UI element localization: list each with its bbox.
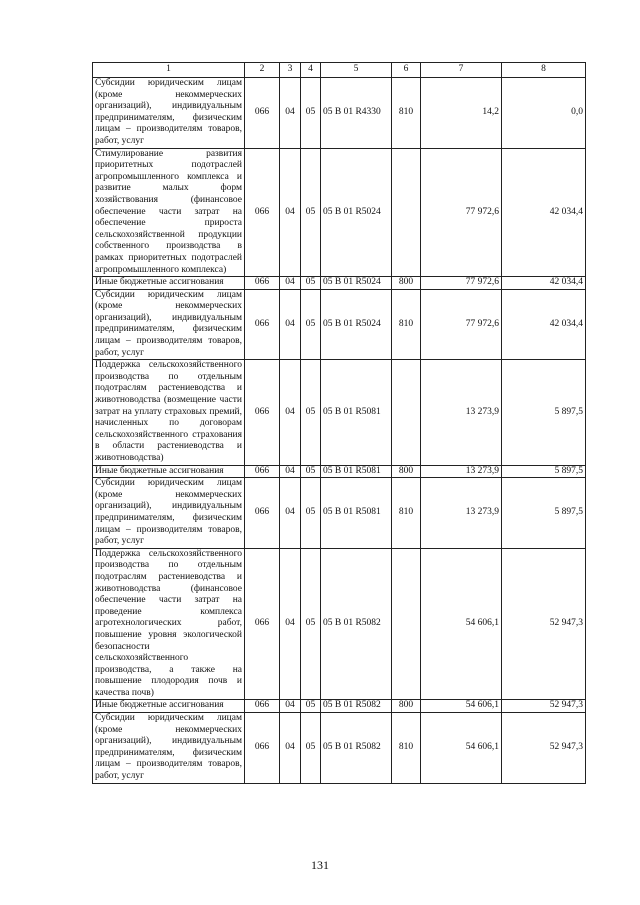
table-row [93, 78, 586, 149]
row-sum-actual: 5 897,5 [502, 465, 586, 478]
row-section: 04 [280, 713, 301, 784]
row-admin-code: 066 [245, 478, 280, 549]
row-sum-plan: 77 972,6 [421, 148, 502, 277]
row-subsection: 05 [301, 478, 321, 549]
row-expense-type: 800 [392, 700, 421, 713]
row-admin-code: 066 [245, 78, 280, 149]
table-row [93, 148, 586, 277]
row-name: Поддержка сельскохозяйственного производства по отдельным подотраслям растениеводства и животноводства (финансовое обеспечение части затрат на проведение комплекса агротехнологических работ, повышение уровня экологической безопасности сельскохозяйственного производства, а также на повышение плодородия почв и качества почв) [93, 548, 245, 700]
row-target-article: 05 В 01 R5082 [321, 548, 392, 700]
col-header: 1 [93, 63, 245, 78]
row-sum-actual: 52 947,3 [502, 713, 586, 784]
row-target-article: 05 В 01 R5081 [321, 360, 392, 465]
row-subsection: 05 [301, 548, 321, 700]
row-target-article: 05 В 01 R5024 [321, 277, 392, 290]
row-subsection: 05 [301, 78, 321, 149]
row-expense-type: 810 [392, 289, 421, 360]
table-row [93, 700, 586, 713]
row-subsection: 05 [301, 465, 321, 478]
row-name: Субсидии юридическим лицам (кроме некоммерческих организаций), индивидуальным предпринимателям, физическим лицам – производителям товаров, работ, услуг [93, 478, 245, 549]
row-expense-type: 800 [392, 277, 421, 290]
row-expense-type: 810 [392, 478, 421, 549]
row-subsection: 05 [301, 148, 321, 277]
row-sum-actual: 42 034,4 [502, 277, 586, 290]
row-expense-type: 810 [392, 713, 421, 784]
col-header: 5 [321, 63, 392, 78]
row-sum-actual: 42 034,4 [502, 289, 586, 360]
row-sum-plan: 13 273,9 [421, 465, 502, 478]
row-expense-type [392, 148, 421, 277]
budget-table [92, 62, 586, 784]
row-target-article: 05 В 01 R5024 [321, 148, 392, 277]
row-sum-plan: 54 606,1 [421, 713, 502, 784]
table-row [93, 465, 586, 478]
row-admin-code: 066 [245, 277, 280, 290]
row-admin-code: 066 [245, 148, 280, 277]
row-name: Субсидии юридическим лицам (кроме некоммерческих организаций), индивидуальным предпринимателям, физическим лицам – производителям товаров, работ, услуг [93, 78, 245, 149]
row-admin-code: 066 [245, 360, 280, 465]
table-row [93, 713, 586, 784]
row-sum-actual: 0,0 [502, 78, 586, 149]
table-row [93, 289, 586, 360]
row-sum-plan: 54 606,1 [421, 700, 502, 713]
row-section: 04 [280, 277, 301, 290]
row-sum-plan: 13 273,9 [421, 360, 502, 465]
table-row [93, 548, 586, 700]
row-name: Иные бюджетные ассигнования [93, 465, 245, 478]
table-row [93, 360, 586, 465]
col-header: 7 [421, 63, 502, 78]
row-target-article: 05 В 01 R5081 [321, 465, 392, 478]
row-sum-actual: 5 897,5 [502, 478, 586, 549]
row-section: 04 [280, 289, 301, 360]
table-row [93, 478, 586, 549]
row-section: 04 [280, 548, 301, 700]
row-section: 04 [280, 78, 301, 149]
row-sum-plan: 77 972,6 [421, 277, 502, 290]
row-section: 04 [280, 360, 301, 465]
row-name: Иные бюджетные ассигнования [93, 700, 245, 713]
row-name: Стимулирование развития приоритетных подотраслей агропромышленного комплекса и развитие малых форм хозяйствования (финансовое обеспечение части затрат на обеспечение прироста сельскохозяйственной продукции собственного производства в рамках приоритетных подотраслей агропромышленного комплекса) [93, 148, 245, 277]
row-subsection: 05 [301, 713, 321, 784]
row-admin-code: 066 [245, 289, 280, 360]
row-sum-plan: 13 273,9 [421, 478, 502, 549]
row-target-article: 05 В 01 R5082 [321, 700, 392, 713]
row-section: 04 [280, 148, 301, 277]
row-section: 04 [280, 465, 301, 478]
header-row [93, 63, 586, 78]
row-target-article: 05 В 01 R5081 [321, 478, 392, 549]
row-name: Субсидии юридическим лицам (кроме некоммерческих организаций), индивидуальным предпринимателям, физическим лицам – производителям товаров, работ, услуг [93, 713, 245, 784]
row-admin-code: 066 [245, 465, 280, 478]
row-sum-actual: 52 947,3 [502, 700, 586, 713]
row-target-article: 05 В 01 R4330 [321, 78, 392, 149]
row-subsection: 05 [301, 700, 321, 713]
row-subsection: 05 [301, 277, 321, 290]
row-expense-type: 800 [392, 465, 421, 478]
row-name: Иные бюджетные ассигнования [93, 277, 245, 290]
row-expense-type: 810 [392, 78, 421, 149]
row-section: 04 [280, 478, 301, 549]
row-sum-actual: 42 034,4 [502, 148, 586, 277]
row-sum-actual: 52 947,3 [502, 548, 586, 700]
row-name: Субсидии юридическим лицам (кроме некоммерческих организаций), индивидуальным предпринимателям, физическим лицам – производителям товаров, работ, услуг [93, 289, 245, 360]
row-subsection: 05 [301, 289, 321, 360]
col-header: 3 [280, 63, 301, 78]
row-sum-plan: 14,2 [421, 78, 502, 149]
col-header: 4 [301, 63, 321, 78]
row-admin-code: 066 [245, 548, 280, 700]
table-row [93, 277, 586, 290]
row-expense-type [392, 360, 421, 465]
row-sum-plan: 77 972,6 [421, 289, 502, 360]
row-target-article: 05 В 01 R5024 [321, 289, 392, 360]
col-header: 8 [502, 63, 586, 78]
row-sum-actual: 5 897,5 [502, 360, 586, 465]
page-number: 131 [311, 858, 329, 872]
row-target-article: 05 В 01 R5082 [321, 713, 392, 784]
row-subsection: 05 [301, 360, 321, 465]
row-sum-plan: 54 606,1 [421, 548, 502, 700]
row-name: Поддержка сельскохозяйственного производства по отдельным подотраслям растениеводства и животноводства (возмещение части затрат на уплату страховых премий, начисленных по договорам сельскохозяйственного страхования в области растениеводства и животноводства) [93, 360, 245, 465]
row-section: 04 [280, 700, 301, 713]
row-admin-code: 066 [245, 713, 280, 784]
row-admin-code: 066 [245, 700, 280, 713]
col-header: 6 [392, 63, 421, 78]
col-header: 2 [245, 63, 280, 78]
row-expense-type [392, 548, 421, 700]
